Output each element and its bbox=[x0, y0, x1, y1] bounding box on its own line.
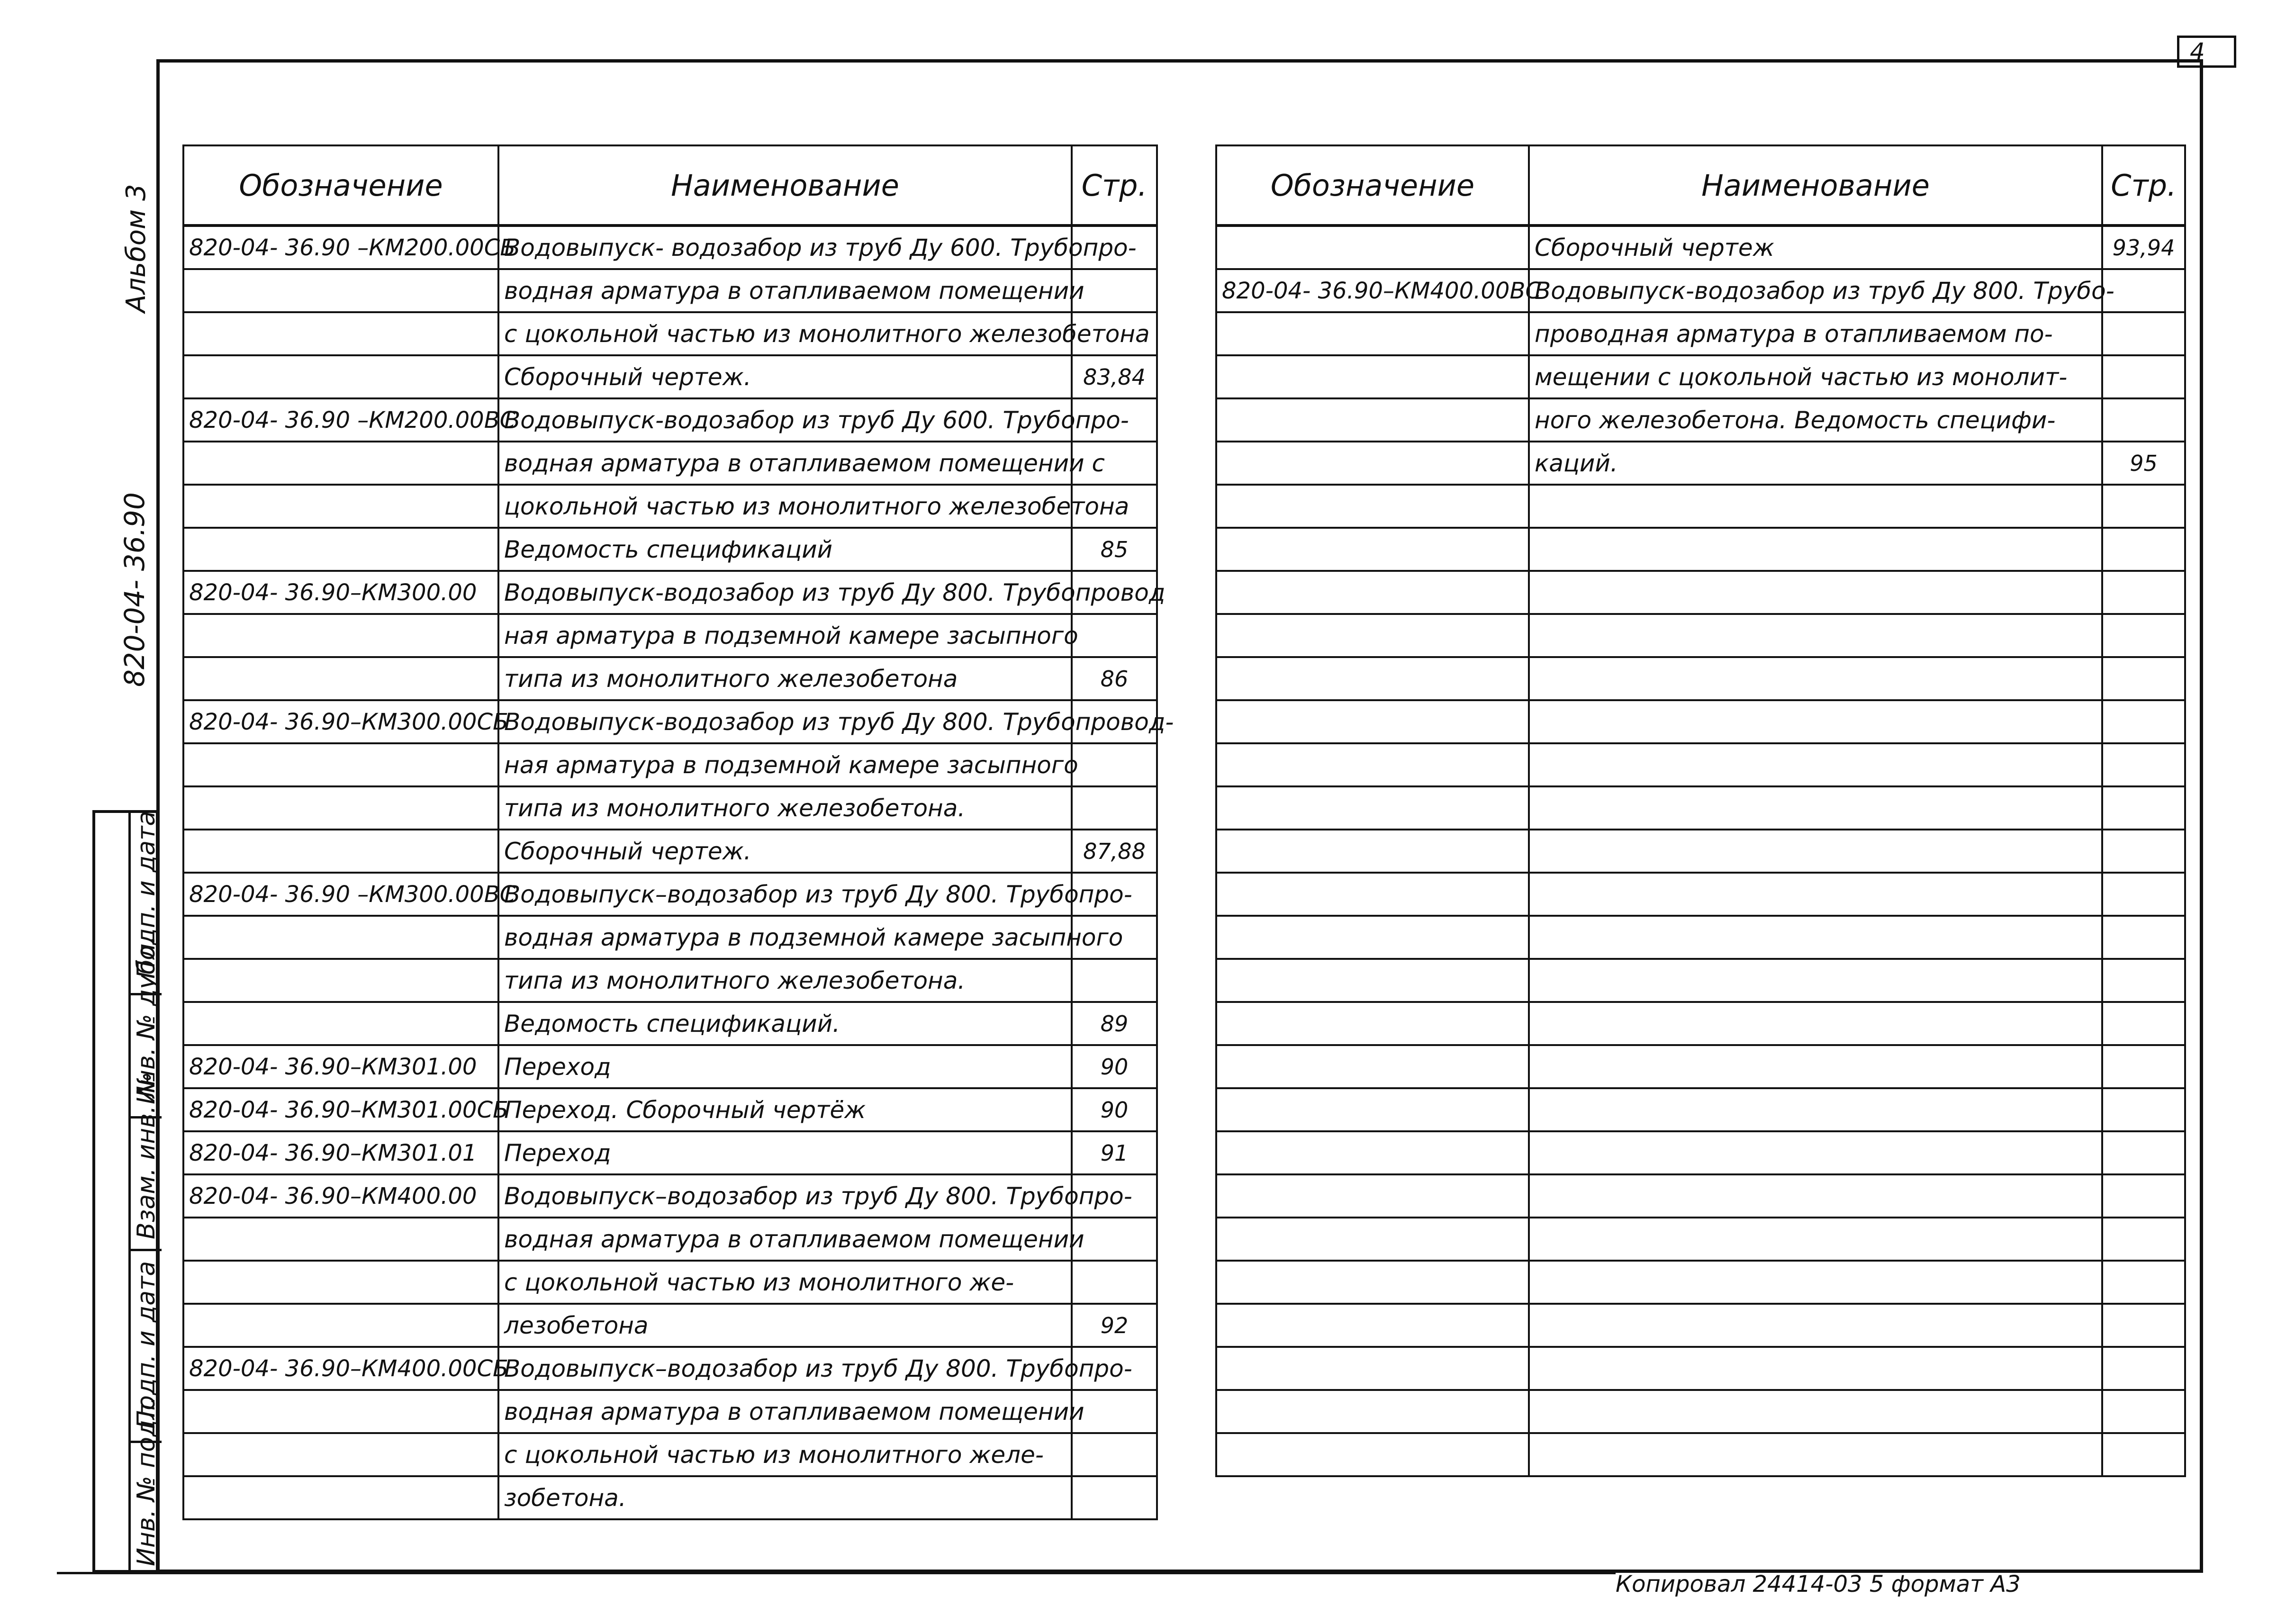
stamp-field: Инв. № дубл. bbox=[132, 936, 161, 1104]
page-cell bbox=[2102, 1218, 2185, 1261]
table-row bbox=[1216, 528, 2185, 571]
name-cell bbox=[1529, 916, 2102, 959]
page-cell bbox=[2102, 1174, 2185, 1218]
name-cell: Водовыпуск-водозабор из труб Ду 800. Трубопровод- bbox=[498, 700, 1072, 743]
header-designation: Обозначение bbox=[183, 145, 498, 226]
table-row bbox=[183, 442, 1157, 485]
page-cell bbox=[2102, 959, 2185, 1002]
name-cell: Сборочный чертеж bbox=[1529, 226, 2102, 269]
designation-cell bbox=[183, 1261, 498, 1304]
name-cell: Водовыпуск–водозабор из труб Ду 800. Трубопро- bbox=[498, 1347, 1072, 1390]
name-cell: Водовыпуск–водозабор из труб Ду 800. Трубопро- bbox=[498, 1174, 1072, 1218]
table-row bbox=[1216, 312, 2185, 355]
page-cell bbox=[2102, 269, 2185, 312]
page-cell: 89 bbox=[1072, 1002, 1157, 1045]
table-row bbox=[1216, 571, 2185, 614]
header-name: Наименование bbox=[498, 145, 1072, 226]
designation-cell bbox=[1216, 355, 1529, 398]
designation-cell bbox=[183, 442, 498, 485]
page-cell bbox=[2102, 485, 2185, 528]
name-cell bbox=[1529, 1088, 2102, 1131]
header-designation: Обозначение bbox=[1216, 145, 1529, 226]
page-cell: 95 bbox=[2102, 442, 2185, 485]
name-cell: водная арматура в отапливаемом помещении с bbox=[498, 442, 1072, 485]
right-spec-table bbox=[1215, 144, 2186, 1477]
name-cell bbox=[1529, 571, 2102, 614]
designation-cell bbox=[1216, 398, 1529, 442]
designation-cell bbox=[1216, 959, 1529, 1002]
name-cell: Сборочный чертеж. bbox=[498, 830, 1072, 873]
designation-cell bbox=[1216, 485, 1529, 528]
table-row bbox=[183, 226, 1157, 269]
page-cell bbox=[2102, 1304, 2185, 1347]
table-header-row bbox=[1216, 145, 2185, 226]
table-row bbox=[183, 1131, 1157, 1174]
table-row bbox=[1216, 1433, 2185, 1476]
page-cell bbox=[2102, 1045, 2185, 1088]
table-row bbox=[1216, 743, 2185, 786]
designation-cell bbox=[1216, 1174, 1529, 1218]
table-row bbox=[183, 1476, 1157, 1519]
designation-cell bbox=[183, 1218, 498, 1261]
name-cell bbox=[1529, 1261, 2102, 1304]
page-cell bbox=[1072, 1433, 1157, 1476]
designation-cell bbox=[1216, 916, 1529, 959]
designation-cell: 820-04- 36.90–КМ400.00 bbox=[183, 1174, 498, 1218]
page-cell bbox=[1072, 959, 1157, 1002]
page-cell bbox=[2102, 1088, 2185, 1131]
designation-cell bbox=[183, 355, 498, 398]
table-row bbox=[183, 1002, 1157, 1045]
stamp-field: Подп. и дата bbox=[132, 811, 161, 979]
name-cell bbox=[1529, 873, 2102, 916]
designation-cell bbox=[1216, 1131, 1529, 1174]
name-cell: Водовыпуск–водозабор из труб Ду 800. Трубопро- bbox=[498, 873, 1072, 916]
name-cell: водная арматура в отапливаемом помещении bbox=[498, 269, 1072, 312]
designation-cell bbox=[1216, 1347, 1529, 1390]
name-cell: с цокольной частью из монолитного желе- bbox=[498, 1433, 1072, 1476]
table-row bbox=[1216, 830, 2185, 873]
name-cell bbox=[1529, 1045, 2102, 1088]
designation-cell: 820-04- 36.90–КМ300.00 bbox=[183, 571, 498, 614]
stamp-field: Подп. и дата bbox=[132, 1261, 161, 1429]
name-cell: с цокольной частью из монолитного железобетона bbox=[498, 312, 1072, 355]
name-cell: типа из монолитного железобетона. bbox=[498, 959, 1072, 1002]
designation-cell bbox=[183, 743, 498, 786]
page-cell bbox=[2102, 657, 2185, 700]
name-cell bbox=[1529, 1002, 2102, 1045]
page-cell bbox=[2102, 743, 2185, 786]
designation-cell bbox=[183, 1476, 498, 1519]
name-cell: с цокольной частью из монолитного же- bbox=[498, 1261, 1072, 1304]
page-cell bbox=[2102, 614, 2185, 657]
name-cell: Сборочный чертеж. bbox=[498, 355, 1072, 398]
name-cell: типа из монолитного железобетона bbox=[498, 657, 1072, 700]
designation-cell bbox=[1216, 1218, 1529, 1261]
table-row bbox=[1216, 614, 2185, 657]
designation-cell bbox=[1216, 226, 1529, 269]
page-cell bbox=[2102, 312, 2185, 355]
designation-cell bbox=[183, 1390, 498, 1433]
name-cell bbox=[1529, 830, 2102, 873]
name-cell: каций. bbox=[1529, 442, 2102, 485]
table-row bbox=[183, 916, 1157, 959]
table-row bbox=[1216, 226, 2185, 269]
page-cell bbox=[2102, 1390, 2185, 1433]
designation-cell bbox=[183, 1002, 498, 1045]
designation-cell bbox=[1216, 700, 1529, 743]
designation-cell: 820-04- 36.90–КМ301.00СБ bbox=[183, 1088, 498, 1131]
page-cell: 90 bbox=[1072, 1088, 1157, 1131]
left-spec-table bbox=[182, 144, 1174, 1520]
table-row bbox=[1216, 959, 2185, 1002]
name-cell: Переход. Сборочный чертёж bbox=[498, 1088, 1072, 1131]
page-cell bbox=[1072, 1218, 1157, 1261]
table-row bbox=[1216, 1261, 2185, 1304]
designation-cell: 820-04- 36.90–КМ400.00СБ bbox=[183, 1347, 498, 1390]
designation-cell bbox=[183, 959, 498, 1002]
page-cell bbox=[2102, 355, 2185, 398]
table-row bbox=[183, 1347, 1157, 1390]
designation-cell bbox=[1216, 873, 1529, 916]
designation-cell bbox=[1216, 571, 1529, 614]
table-row bbox=[183, 312, 1157, 355]
designation-cell: 820-04- 36.90 –КМ200.00ВС bbox=[183, 398, 498, 442]
page-cell bbox=[1072, 1261, 1157, 1304]
name-cell bbox=[1529, 743, 2102, 786]
stamp-divider bbox=[128, 813, 131, 1570]
table-row bbox=[183, 830, 1157, 873]
name-cell: мещении с цокольной частью из монолит- bbox=[1529, 355, 2102, 398]
name-cell: водная арматура в отапливаемом помещении bbox=[498, 1218, 1072, 1261]
name-cell bbox=[1529, 1433, 2102, 1476]
page-cell bbox=[2102, 830, 2185, 873]
header-page: Стр. bbox=[2102, 145, 2185, 226]
table-row bbox=[183, 485, 1157, 528]
table-row bbox=[183, 1433, 1157, 1476]
header-page: Стр. bbox=[1072, 145, 1157, 226]
designation-cell: 820-04- 36.90–КМ301.01 bbox=[183, 1131, 498, 1174]
page-cell: 92 bbox=[1072, 1304, 1157, 1347]
page-cell bbox=[2102, 1261, 2185, 1304]
table-row bbox=[183, 398, 1157, 442]
table-row bbox=[1216, 269, 2185, 312]
name-cell: зобетона. bbox=[498, 1476, 1072, 1519]
designation-cell bbox=[183, 786, 498, 830]
name-cell: водная арматура в подземной камере засыпного bbox=[498, 916, 1072, 959]
designation-cell bbox=[183, 830, 498, 873]
name-cell bbox=[1529, 1131, 2102, 1174]
table-row bbox=[183, 614, 1157, 657]
table-row bbox=[1216, 355, 2185, 398]
table-row bbox=[183, 1304, 1157, 1347]
page-cell bbox=[2102, 786, 2185, 830]
table-row bbox=[1216, 1390, 2185, 1433]
page-cell bbox=[2102, 1433, 2185, 1476]
page-cell bbox=[2102, 528, 2185, 571]
name-cell: Ведомость спецификаций. bbox=[498, 1002, 1072, 1045]
table-row bbox=[183, 1261, 1157, 1304]
page-cell: 83,84 bbox=[1072, 355, 1157, 398]
page-cell bbox=[2102, 700, 2185, 743]
table-row bbox=[183, 571, 1157, 614]
designation-cell: 820-04- 36.90–КМ300.00СБ bbox=[183, 700, 498, 743]
name-cell bbox=[1529, 485, 2102, 528]
page-cell bbox=[2102, 571, 2185, 614]
name-cell: ного железобетона. Ведомость специфи- bbox=[1529, 398, 2102, 442]
name-cell bbox=[1529, 1347, 2102, 1390]
designation-cell: 820-04- 36.90 –КМ200.00СБ bbox=[183, 226, 498, 269]
name-cell bbox=[1529, 657, 2102, 700]
designation-cell bbox=[183, 614, 498, 657]
table-row bbox=[1216, 1002, 2185, 1045]
designation-cell bbox=[1216, 657, 1529, 700]
page-cell bbox=[2102, 1002, 2185, 1045]
table-row bbox=[183, 786, 1157, 830]
name-cell: водная арматура в отапливаемом помещении bbox=[498, 1390, 1072, 1433]
name-cell bbox=[1529, 1174, 2102, 1218]
table-row bbox=[183, 657, 1157, 700]
page-cell bbox=[2102, 398, 2185, 442]
table-row bbox=[1216, 1131, 2185, 1174]
name-cell: Ведомость спецификаций bbox=[498, 528, 1072, 571]
designation-cell bbox=[1216, 1088, 1529, 1131]
page-cell: 86 bbox=[1072, 657, 1157, 700]
designation-cell: 820-04- 36.90–КМ400.00ВС bbox=[1216, 269, 1529, 312]
table-row bbox=[1216, 398, 2185, 442]
table-row bbox=[1216, 1218, 2185, 1261]
name-cell: Водовыпуск-водозабор из труб Ду 800. Трубо- bbox=[1529, 269, 2102, 312]
designation-cell bbox=[183, 1433, 498, 1476]
table-row bbox=[183, 959, 1157, 1002]
page-number: 4 bbox=[2177, 36, 2236, 68]
name-cell: Переход bbox=[498, 1131, 1072, 1174]
designation-cell bbox=[1216, 1002, 1529, 1045]
page-cell bbox=[2102, 873, 2185, 916]
table-row bbox=[1216, 485, 2185, 528]
name-cell bbox=[1529, 528, 2102, 571]
page-cell bbox=[1072, 786, 1157, 830]
designation-cell bbox=[1216, 1045, 1529, 1088]
name-cell bbox=[1529, 614, 2102, 657]
designation-cell bbox=[1216, 614, 1529, 657]
table-row bbox=[183, 1218, 1157, 1261]
name-cell: ная арматура в подземной камере засыпного bbox=[498, 743, 1072, 786]
designation-cell bbox=[1216, 442, 1529, 485]
page-cell: 85 bbox=[1072, 528, 1157, 571]
album-label: Альбом 3 bbox=[121, 184, 152, 313]
table-row bbox=[183, 1045, 1157, 1088]
designation-cell bbox=[183, 485, 498, 528]
designation-cell bbox=[1216, 1261, 1529, 1304]
name-cell: Переход bbox=[498, 1045, 1072, 1088]
page-cell: 90 bbox=[1072, 1045, 1157, 1088]
table-row bbox=[183, 873, 1157, 916]
name-cell: лезобетона bbox=[498, 1304, 1072, 1347]
designation-cell bbox=[1216, 786, 1529, 830]
table-row bbox=[183, 269, 1157, 312]
table-row bbox=[1216, 1088, 2185, 1131]
name-cell: Водовыпуск-водозабор из труб Ду 600. Трубопро- bbox=[498, 398, 1072, 442]
name-cell: ная арматура в подземной камере засыпного bbox=[498, 614, 1072, 657]
name-cell: Водовыпуск-водозабор из труб Ду 800. Трубопровод bbox=[498, 571, 1072, 614]
name-cell: цокольной частью из монолитного железобетона bbox=[498, 485, 1072, 528]
designation-cell bbox=[183, 1304, 498, 1347]
header-name: Наименование bbox=[1529, 145, 2102, 226]
designation-cell bbox=[1216, 830, 1529, 873]
page-cell bbox=[1072, 1390, 1157, 1433]
stamp-field: Взам. инв. № bbox=[132, 1072, 161, 1239]
name-cell bbox=[1529, 1218, 2102, 1261]
table-row bbox=[183, 1390, 1157, 1433]
page-cell: 87,88 bbox=[1072, 830, 1157, 873]
page-cell bbox=[2102, 1131, 2185, 1174]
table-row bbox=[1216, 700, 2185, 743]
table-row bbox=[183, 1174, 1157, 1218]
table-row bbox=[1216, 873, 2185, 916]
name-cell bbox=[1529, 1390, 2102, 1433]
designation-cell bbox=[183, 916, 498, 959]
name-cell: типа из монолитного железобетона. bbox=[498, 786, 1072, 830]
table-row bbox=[183, 355, 1157, 398]
page-cell bbox=[2102, 1347, 2185, 1390]
table-row bbox=[1216, 786, 2185, 830]
designation-cell bbox=[1216, 1304, 1529, 1347]
page-cell bbox=[1072, 1476, 1157, 1519]
page-cell bbox=[1072, 743, 1157, 786]
table-row bbox=[1216, 657, 2185, 700]
name-cell bbox=[1529, 1304, 2102, 1347]
table-row bbox=[1216, 442, 2185, 485]
side-stamp bbox=[92, 810, 159, 1573]
footer-note: Копировал 24414-03 5 формат А3 bbox=[1616, 1571, 2021, 1597]
name-cell bbox=[1529, 959, 2102, 1002]
table-row bbox=[183, 743, 1157, 786]
designation-cell bbox=[183, 269, 498, 312]
table-row bbox=[183, 528, 1157, 571]
name-cell bbox=[1529, 700, 2102, 743]
table-row bbox=[1216, 1045, 2185, 1088]
designation-cell bbox=[183, 312, 498, 355]
name-cell: проводная арматура в отапливаемом по- bbox=[1529, 312, 2102, 355]
table-header-row bbox=[183, 145, 1157, 226]
designation-cell bbox=[1216, 1433, 1529, 1476]
designation-cell bbox=[183, 657, 498, 700]
designation-cell bbox=[1216, 528, 1529, 571]
page-cell: 91 bbox=[1072, 1131, 1157, 1174]
stamp-row-line bbox=[128, 1249, 162, 1251]
page-cell bbox=[1072, 269, 1157, 312]
table-row bbox=[1216, 1347, 2185, 1390]
table-row bbox=[1216, 916, 2185, 959]
designation-cell bbox=[183, 528, 498, 571]
name-cell: Водовыпуск- водозабор из труб Ду 600. Трубопро- bbox=[498, 226, 1072, 269]
designation-cell: 820-04- 36.90–КМ301.00 bbox=[183, 1045, 498, 1088]
designation-cell bbox=[1216, 1390, 1529, 1433]
table-row bbox=[183, 1088, 1157, 1131]
designation-cell: 820-04- 36.90 –КМ300.00ВС bbox=[183, 873, 498, 916]
table-row bbox=[1216, 1174, 2185, 1218]
table-row bbox=[1216, 1304, 2185, 1347]
designation-cell bbox=[1216, 743, 1529, 786]
page-cell bbox=[2102, 916, 2185, 959]
page-cell: 93,94 bbox=[2102, 226, 2185, 269]
page-cell bbox=[1072, 614, 1157, 657]
designation-cell bbox=[1216, 312, 1529, 355]
stamp-field: Инв. № подл. bbox=[132, 1396, 161, 1566]
name-cell bbox=[1529, 786, 2102, 830]
series-label: 820-04- 36.90 bbox=[118, 492, 151, 687]
table-row bbox=[183, 700, 1157, 743]
